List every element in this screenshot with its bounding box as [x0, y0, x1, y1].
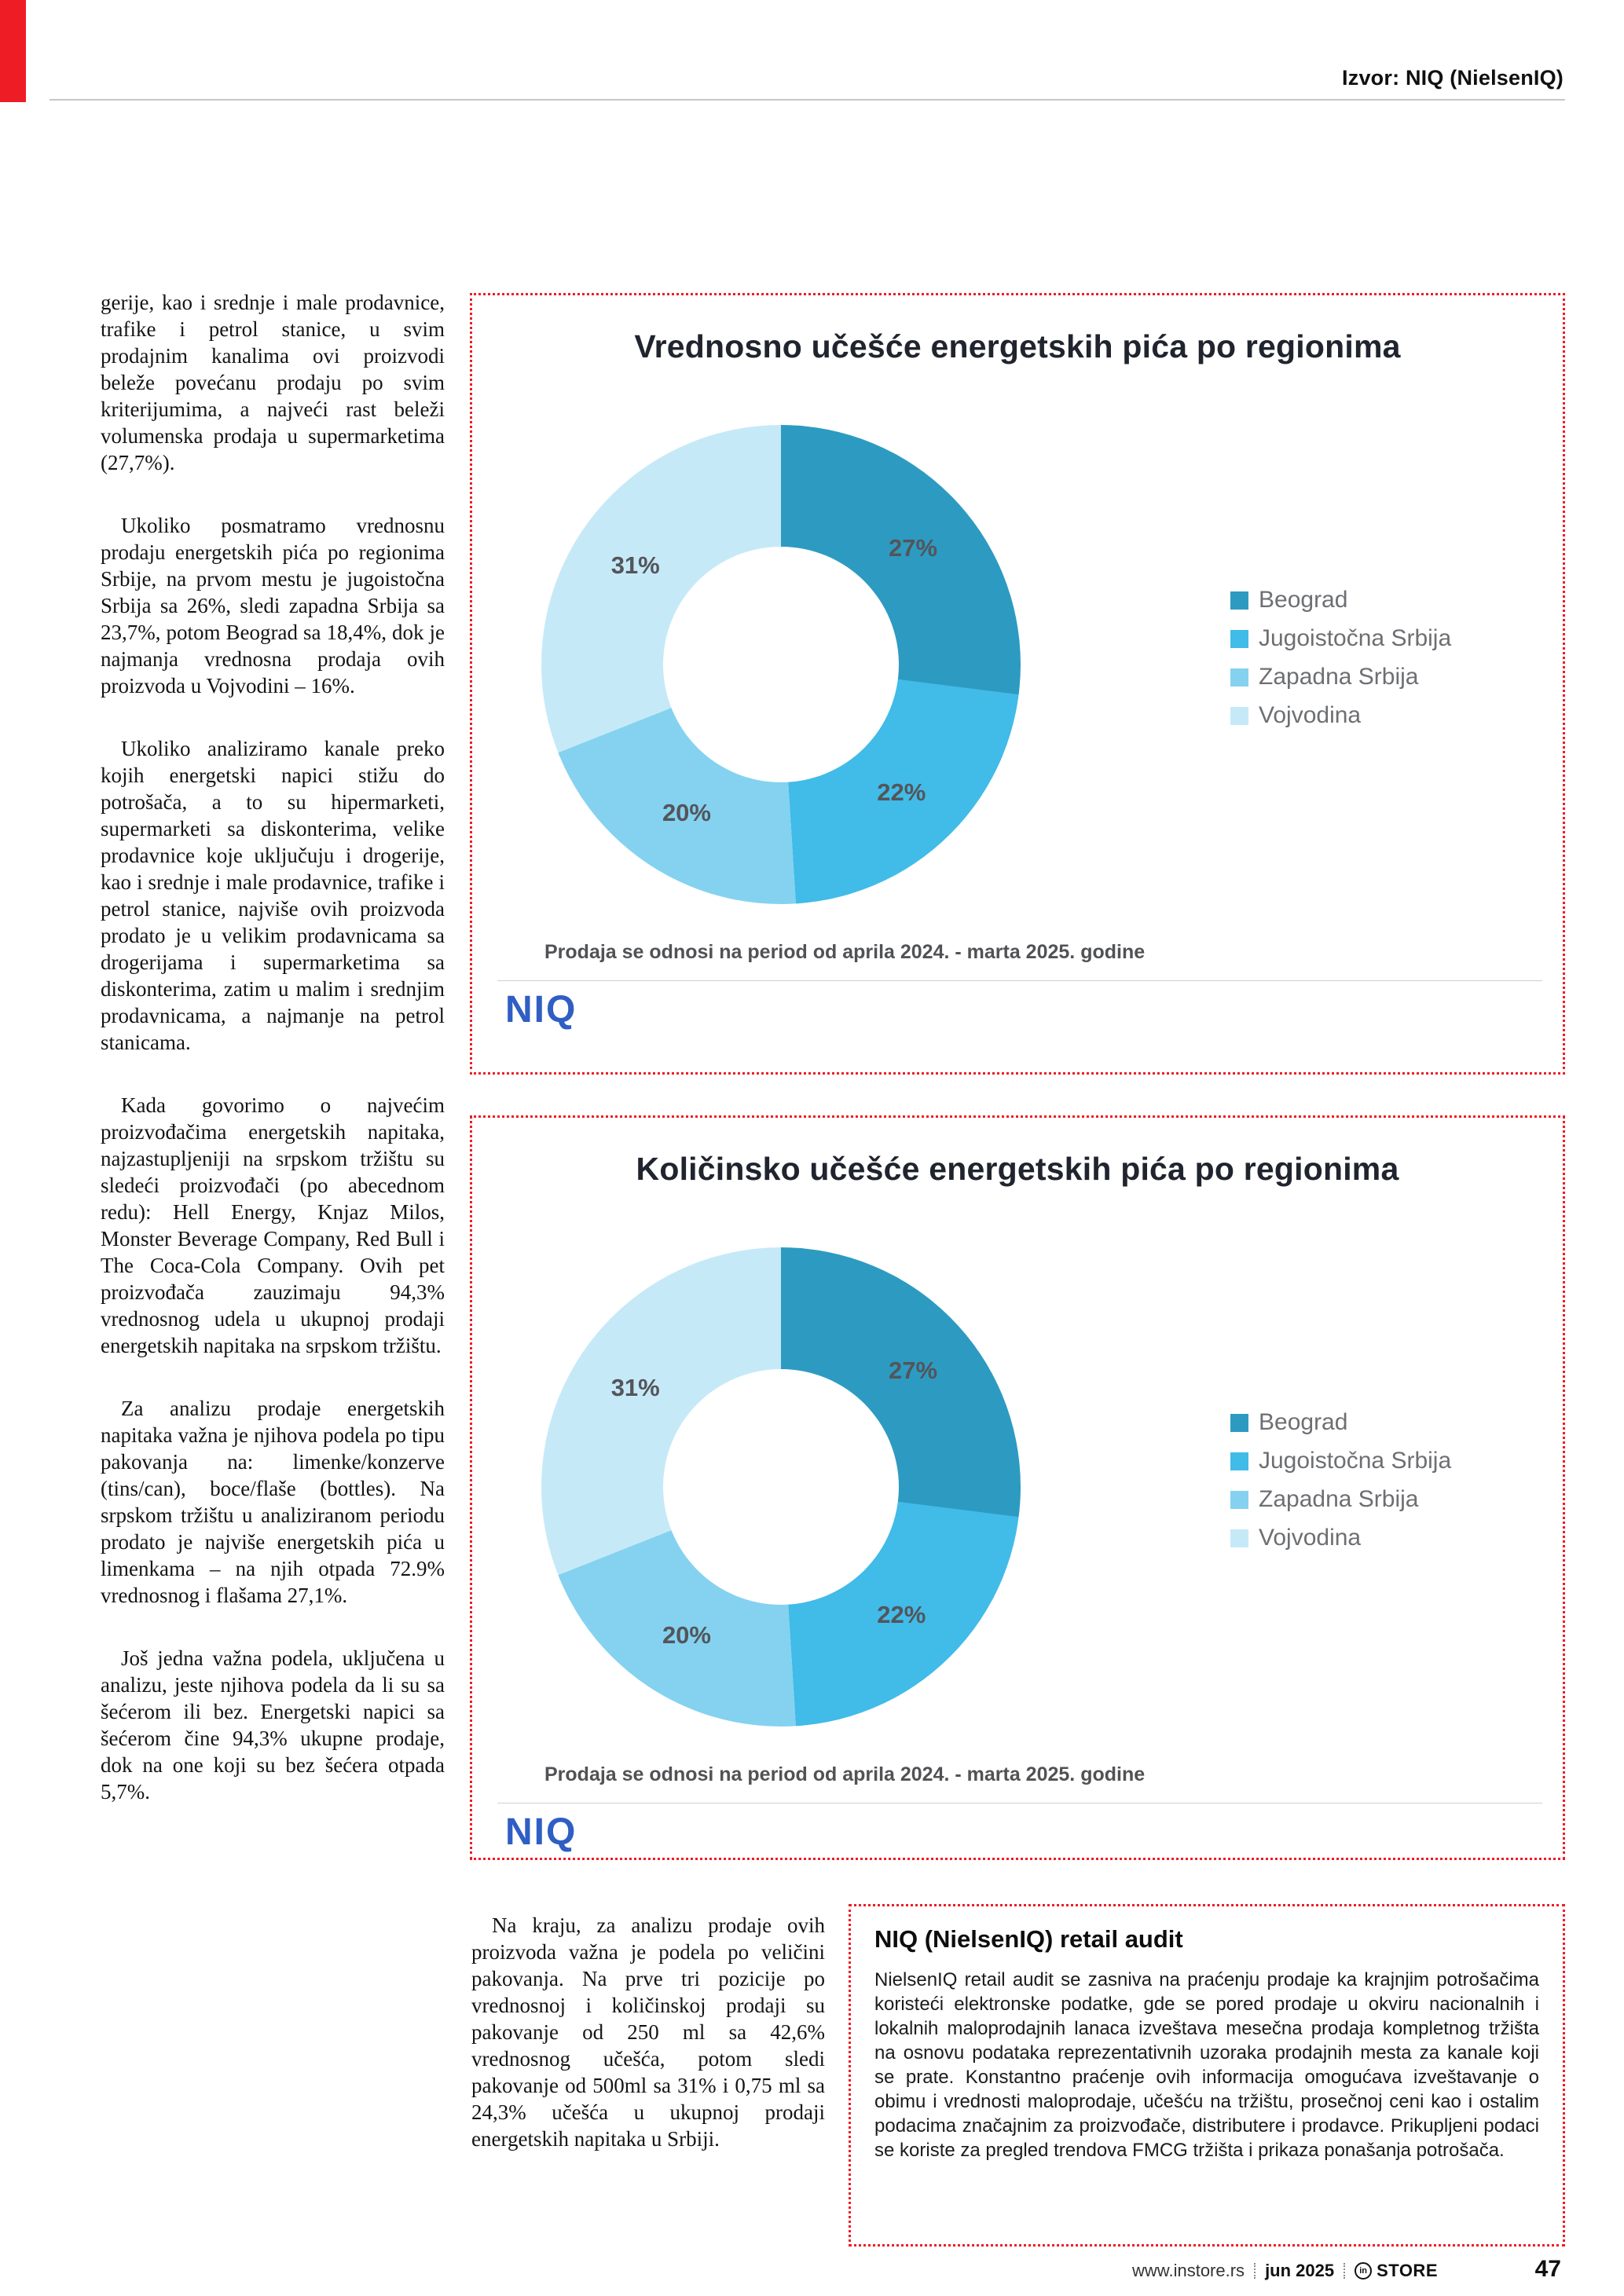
- article-paragraph: gerije, kao i srednje i male prodavnice, trafike i petrol stanice, u svim prodajnim kanalima ovi proizvodi beleže povećanu prodaju po svim kriterijumima, a najveći rast beleži volumenska prodaja u supermarketima (27,7%).: [101, 291, 445, 474]
- footer: [1132, 2261, 1438, 2281]
- legend-label: Zapadna Srbija: [1259, 664, 1419, 690]
- legend-swatch: [1230, 1529, 1248, 1547]
- legend-item: [1230, 1487, 1451, 1512]
- article-paragraph: Ukoliko posmatramo vrednosnu prodaju energetskih pića po regionima Srbije, na prvom mestu je jugoistočna Srbija sa 26%, sledi zapadna Srbija sa 23,7%, potom Beograd sa 18,4%, dok je najmanja vrednosna prodaja ovih proizvoda u Vojvodini – 16%.: [101, 514, 445, 698]
- chart-legend: [1230, 588, 1451, 742]
- red-corner-bar: [0, 0, 26, 102]
- legend-swatch: [1230, 668, 1248, 687]
- footer-site-url: www.instore.rs: [1132, 2261, 1245, 2280]
- instore-logo-mark-icon: in: [1355, 2262, 1372, 2280]
- footer-separator: [1254, 2263, 1256, 2279]
- donut-slice-labels: [541, 1247, 1021, 1727]
- legend-label: Vojvodina: [1259, 702, 1362, 728]
- audit-box-title: NIQ (NielsenIQ) retail audit: [874, 1925, 1183, 1953]
- legend-item: [1230, 588, 1451, 613]
- legend-item: [1230, 665, 1451, 690]
- chart-caption: Prodaja se odnosi na period od aprila 2024. - marta 2025. godine: [544, 941, 1146, 963]
- legend-item: [1230, 1410, 1451, 1435]
- donut-chart: [541, 1247, 1021, 1727]
- donut-slice-labels: [541, 425, 1021, 904]
- legend-swatch: [1230, 630, 1248, 648]
- chart-box-volume-share: [470, 1115, 1565, 1860]
- divider: [497, 980, 1542, 981]
- chart-caption: Prodaja se odnosi na period od aprila 2024. - marta 2025. godine: [544, 1763, 1146, 1785]
- chart-title: Količinsko učešće energetskih pića po regionima: [636, 1151, 1399, 1187]
- donut-chart: [541, 425, 1021, 904]
- legend-label: Beograd: [1259, 1409, 1348, 1435]
- legend-swatch: [1230, 707, 1248, 725]
- article-paragraph: Na kraju, za analizu prodaje ovih proizvoda važna je podela po veličini pakovanja. Na prve tri pozicije po vrednosnoj i količinskoj prodaji su pakovanje od 250 ml sa 42,6% vrednosnog učešća, potom sledi pakovanje od 500ml sa 31% i 0,75 ml sa 24,3% učešća u ukupnoj prodaji energetskih napitaka u Srbiji.: [471, 1913, 825, 2151]
- page-number: 47: [1534, 2256, 1561, 2282]
- niq-logo: NIQ: [505, 1811, 577, 1853]
- legend-swatch: [1230, 1452, 1248, 1470]
- donut-slice-label: 27%: [888, 533, 938, 562]
- legend-item: [1230, 1448, 1451, 1474]
- instore-logo: [1355, 2261, 1438, 2281]
- chart-legend: [1230, 1410, 1451, 1564]
- donut-slice-label: 20%: [662, 1621, 711, 1650]
- audit-box-body: NielsenIQ retail audit se zasniva na praćenju prodaje ka krajnjim potrošačima koristeći elektronske podatke, gde se pored prodaje u okviru nacionalnih i lokalnih maloprodajnih lanaca izveštava mesečna prodaja kompletnog tržišta na osnovu podataka reprezentativnih uzoraka prodajnih mesta za kanale koji se prate. Konstantno praćenje ovih informacija omogućava izveštavanje o obimu i vrednosti maloprodaje, učešću na tržištu, prosečnoj ceni kao i ostalim podacima značajnim za proizvođače, distributere i prodavce. Prikupljeni podaci se koriste za pregled trendova FMCG tržišta i prikaza ponašanja potrošača.: [874, 1969, 1539, 2161]
- legend-swatch: [1230, 591, 1248, 610]
- legend-label: Jugoistočna Srbija: [1259, 625, 1452, 651]
- donut-slice-label: 31%: [610, 551, 660, 580]
- legend-item: [1230, 1525, 1451, 1551]
- footer-brand: STORE: [1377, 2261, 1438, 2280]
- donut-slice-label: 22%: [877, 778, 926, 807]
- article-paragraph: Ukoliko analiziramo kanale preko kojih energetski napici stižu do potrošača, a to su hipermarketi, supermarketi sa diskonterima, velike prodavnice koje uključuju i drogerije, kao i srednje i male prodavnice, trafike i petrol stanice, najviše ovih proizvoda prodato je u velikim prodavnicama sa drogerijama i supermarketima sa diskonterima, zatim u malim i srednjim prodavnicama, a najmanje na petrol stanicama.: [101, 737, 445, 1054]
- donut-slice-label: 22%: [877, 1601, 926, 1629]
- donut-slice-label: 31%: [610, 1374, 660, 1402]
- legend-swatch: [1230, 1414, 1248, 1432]
- footer-separator: [1344, 2263, 1345, 2279]
- source-header: Izvor: NIQ (NielsenIQ): [1342, 66, 1564, 90]
- donut-slice-label: 20%: [662, 799, 711, 827]
- header-rule: [49, 99, 1565, 101]
- article-paragraph: Još jedna važna podela, uključena u analizu, jeste njihova podela da li su sa šećerom ili bez. Energetski napici sa šećerom čine 94,3% ukupne prodaje, dok na one koji su bez šećera otpada 5,7%.: [101, 1646, 445, 1803]
- chart-title: Vrednosno učešće energetskih pića po regionima: [634, 328, 1401, 364]
- legend-label: Beograd: [1259, 587, 1348, 613]
- article-paragraph: Kada govorimo o najvećim proizvođačima energetskih napitaka, najzastupljeniji na srpskom tržištu su sledeći proizvođači (po abecednom redu): Hell Energy, Knjaz Milos, Monster Beverage Company, Red Bull i The Coca-Cola Company. Ovih pet proizvođača zauzimaju 94,3% vrednosnog udela u ukupnoj prodaji energetskih napitaka na srpskom tržištu.: [101, 1093, 445, 1357]
- donut-slice-label: 27%: [888, 1356, 938, 1384]
- legend-label: Zapadna Srbija: [1259, 1486, 1419, 1512]
- legend-label: Jugoistočna Srbija: [1259, 1448, 1452, 1474]
- niq-retail-audit-box: [849, 1904, 1565, 2247]
- article-bottom-column: [471, 1912, 825, 2152]
- footer-issue: jun 2025: [1265, 2261, 1335, 2280]
- legend-label: Vojvodina: [1259, 1525, 1362, 1551]
- legend-item: [1230, 703, 1451, 728]
- niq-logo: NIQ: [505, 989, 577, 1031]
- article-paragraph: Za analizu prodaje energetskih napitaka važna je njihova podela po tipu pakovanja na: limenke/konzerve (tins/can), boce/flaše (bottles). Na srpskom tržištu u analiziranom periodu prodato je najviše energetskih pića u limenkama – na njih otpada 72.9% vrednosnog i flašama 27,1%.: [101, 1397, 445, 1607]
- legend-swatch: [1230, 1491, 1248, 1509]
- legend-item: [1230, 626, 1451, 651]
- chart-box-value-share: [470, 293, 1565, 1075]
- article-left-column: [101, 289, 445, 1841]
